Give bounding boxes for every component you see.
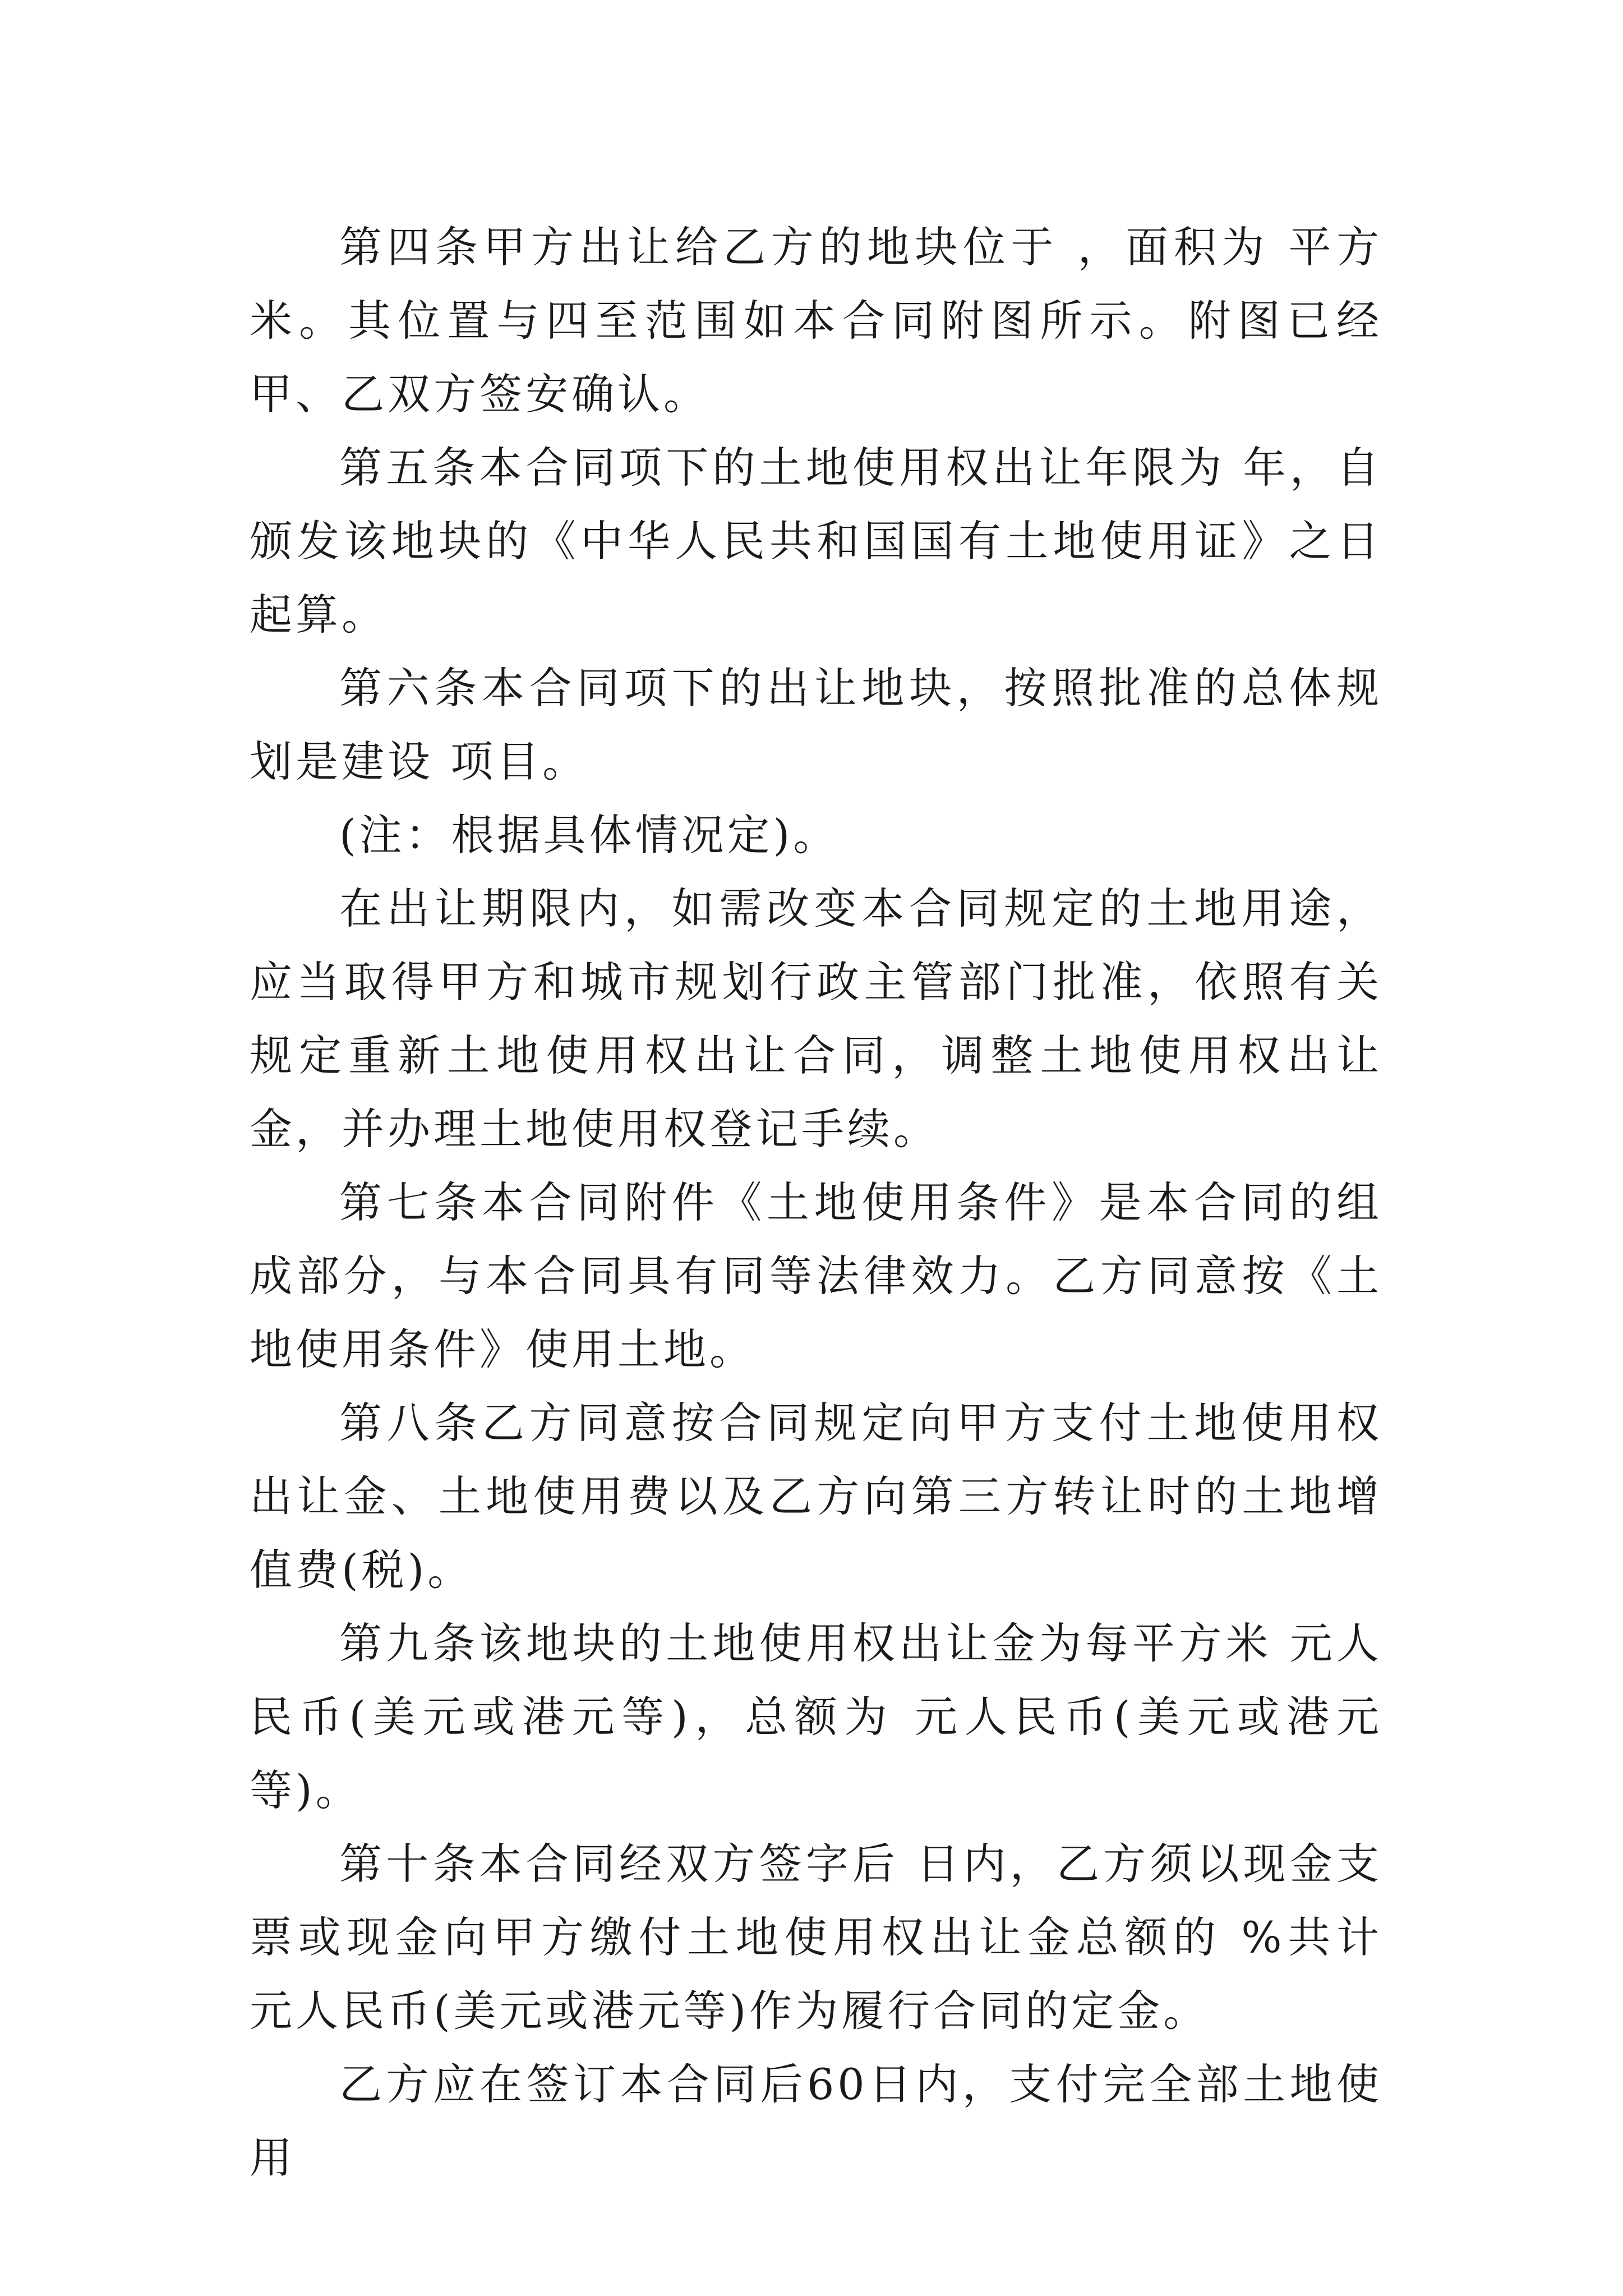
paragraph-article-9: 第九条该地块的土地使用权出让金为每平方米 元人民币(美元或港元等)，总额为 元人民币(美元或港元等)。 [250,1618,1382,1815]
paragraph-article-5: 第五条本合同项下的土地使用权出让年限为 年，自颁发该地块的《中华人民共和国国有土地使用证》之日起算。 [250,443,1382,639]
paragraph-land-use-change: 在出让期限内，如需改变本合同规定的土地用途，应当取得甲方和城市规划行政主管部门批准，依照有关规定重新土地使用权出让合同，调整土地使用权出让金，并办理土地使用权登记手续。 [250,884,1382,1154]
paragraph-article-10: 第十条本合同经双方签字后 日内，乙方须以现金支票或现金向甲方缴付土地使用权出让金总额的 %共计 元人民币(美元或港元等)作为履行合同的定金。 [250,1839,1382,2036]
paragraph-article-8: 第八条乙方同意按合同规定向甲方支付土地使用权出让金、土地使用费以及乙方向第三方转让时的土地增值费(税)。 [250,1398,1382,1595]
paragraph-article-7: 第七条本合同附件《土地使用条件》是本合同的组成部分，与本合同具有同等法律效力。乙方同意按《土地使用条件》使用土地。 [250,1177,1382,1374]
paragraph-article-6: 第六条本合同项下的出让地块，按照批准的总体规划是建设 项目。 [250,663,1382,786]
paragraph-note: (注：根据具体情况定)。 [339,810,840,860]
paragraph-article-4: 第四条甲方出让给乙方的地块位于 ，面积为 平方米。其位置与四至范围如本合同附图所示。附图已经甲、乙双方签安确认。 [250,222,1382,419]
paragraph-payment-deadline: 乙方应在签订本合同后60日内，支付完全部土地使用 [250,2059,1382,2183]
contract-text [250,210,1382,2194]
